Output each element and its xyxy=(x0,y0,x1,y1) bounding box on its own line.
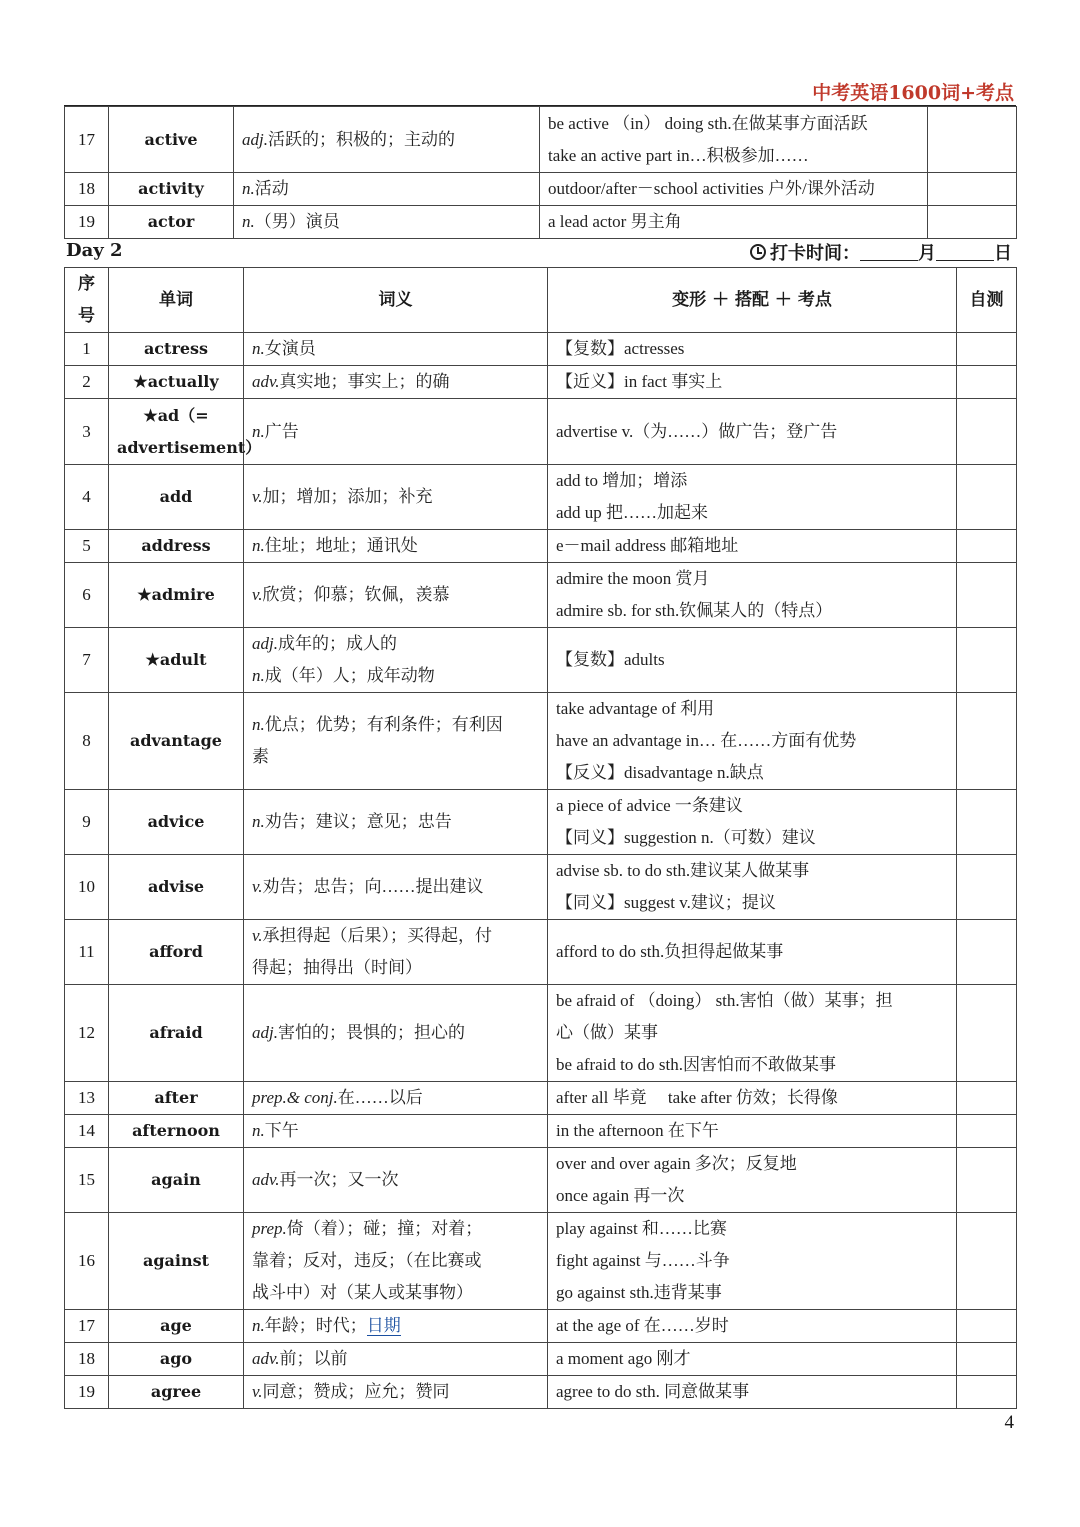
definition-line: adv.前；以前 xyxy=(252,1349,348,1368)
definition-line: v.加；增加；添加；补充 xyxy=(252,487,433,506)
usage-line: in the afternoon 在下午 xyxy=(556,1121,719,1140)
definition-line: n.住址；地址；通讯处 xyxy=(252,536,418,555)
row-definition xyxy=(244,1310,548,1343)
usage-line: be active （in） doing sth.在做某事方面活跃 xyxy=(548,113,868,133)
row-usage xyxy=(548,1148,957,1213)
row-number: 10 xyxy=(65,855,109,920)
definition-line: n.（男）演员 xyxy=(242,212,340,231)
row-usage xyxy=(548,985,957,1082)
row-number: 7 xyxy=(65,628,109,693)
vocabulary-table xyxy=(64,267,1017,1409)
usage-line: take advantage of 利用 xyxy=(556,699,715,718)
row-definition xyxy=(244,399,548,465)
row-number: 17 xyxy=(65,107,109,173)
row-number: 6 xyxy=(65,563,109,628)
self-test-cell[interactable] xyxy=(957,628,1017,693)
row-word: afford xyxy=(109,920,244,985)
definition-line: 战斗中）对（某人或某事物） xyxy=(252,1283,473,1302)
row-usage xyxy=(548,1343,957,1376)
page-number: 4 xyxy=(1004,1412,1014,1433)
row-number: 15 xyxy=(65,1148,109,1213)
usage-line: admire sb. for sth.钦佩某人的（特点） xyxy=(556,601,833,620)
self-test-cell[interactable] xyxy=(957,1376,1017,1409)
row-definition xyxy=(244,1376,548,1409)
row-usage xyxy=(540,107,928,173)
definition-line: 得起；抽得出（时间） xyxy=(252,958,422,977)
definition-line: adv.真实地；事实上；的确 xyxy=(252,372,450,391)
row-number: 2 xyxy=(65,366,109,399)
row-definition xyxy=(244,855,548,920)
row-number: 18 xyxy=(65,1343,109,1376)
table-row xyxy=(65,790,1017,855)
row-definition xyxy=(244,985,548,1082)
definition-line: 素 xyxy=(252,747,269,766)
definition-line: adj.害怕的；畏惧的；担心的 xyxy=(252,1023,465,1042)
day1-continuation-table xyxy=(64,106,1017,239)
row-number: 12 xyxy=(65,985,109,1082)
definition-line: v.同意；赞成；应允；赞同 xyxy=(252,1382,450,1401)
row-word: after xyxy=(109,1082,244,1115)
definition-line: v.欣赏；仰慕；钦佩，羡慕 xyxy=(252,585,450,604)
table-row xyxy=(65,628,1017,693)
header-def: 词义 xyxy=(244,268,548,333)
usage-line: agree to do sth. 同意做某事 xyxy=(556,1382,750,1401)
definition-line: v.承担得起（后果）；买得起，付 xyxy=(252,926,493,945)
row-word: age xyxy=(109,1310,244,1343)
usage-line: 【反义】disadvantage n.缺点 xyxy=(556,763,764,782)
usage-line: 【复数】actresses xyxy=(556,339,685,358)
row-usage xyxy=(548,563,957,628)
row-usage xyxy=(548,1310,957,1343)
row-definition xyxy=(234,206,540,239)
usage-line: a lead actor 男主角 xyxy=(548,212,682,231)
row-word: afraid xyxy=(109,985,244,1082)
definition-line: v.劝告；忠告；向……提出建议 xyxy=(252,877,484,896)
row-number: 9 xyxy=(65,790,109,855)
row-usage xyxy=(540,173,928,206)
day-label: Day 2 xyxy=(66,240,123,261)
row-word: afternoon xyxy=(109,1115,244,1148)
day-unit-label: 日 xyxy=(994,243,1012,264)
row-definition xyxy=(244,693,548,790)
row-word: active xyxy=(109,107,234,173)
self-test-cell[interactable] xyxy=(957,1213,1017,1310)
table-row xyxy=(65,465,1017,530)
self-test-cell[interactable] xyxy=(957,1310,1017,1343)
usage-line: advise sb. to do sth.建议某人做某事 xyxy=(556,861,810,880)
self-test-cell[interactable] xyxy=(957,1343,1017,1376)
row-word: agree xyxy=(109,1376,244,1409)
document-header-title: 中考英语1600词+考点 xyxy=(812,82,1014,104)
row-definition xyxy=(244,790,548,855)
table-row xyxy=(65,366,1017,399)
row-definition xyxy=(244,1213,548,1310)
table-row xyxy=(65,1376,1017,1409)
table-row xyxy=(65,530,1017,563)
row-number: 14 xyxy=(65,1115,109,1148)
table-row xyxy=(65,333,1017,366)
self-test-cell[interactable] xyxy=(957,1148,1017,1213)
usage-line: 心（做）某事 xyxy=(556,1023,658,1042)
usage-line: outdoor/after－school activities 户外/课外活动 xyxy=(548,179,875,198)
usage-line: a moment ago 刚才 xyxy=(556,1349,691,1368)
row-definition xyxy=(244,465,548,530)
definition-line: n.活动 xyxy=(242,179,289,198)
usage-line: 【近义】in fact 事实上 xyxy=(556,372,723,391)
row-usage xyxy=(548,530,957,563)
table-row xyxy=(65,855,1017,920)
row-definition xyxy=(244,1343,548,1376)
header-self-test: 自测 xyxy=(957,268,1017,333)
definition-line: prep.& conj.在……以后 xyxy=(252,1088,423,1107)
row-definition xyxy=(234,107,540,173)
row-number: 18 xyxy=(65,173,109,206)
self-test-cell[interactable] xyxy=(957,333,1017,366)
definition-line: prep.倚（着）；碰；撞；对着； xyxy=(252,1219,483,1238)
row-word: add xyxy=(109,465,244,530)
row-usage xyxy=(548,1213,957,1310)
month-blank[interactable] xyxy=(860,243,918,261)
self-test-cell[interactable] xyxy=(957,399,1017,465)
clock-icon xyxy=(750,244,766,260)
row-usage xyxy=(548,628,957,693)
definition-line: n.成（年）人；成年动物 xyxy=(252,666,435,685)
self-test-cell[interactable] xyxy=(957,1082,1017,1115)
row-word: ago xyxy=(109,1343,244,1376)
row-definition xyxy=(244,563,548,628)
table-header-row xyxy=(65,268,1017,333)
usage-line: be afraid of （doing） sth.害怕（做）某事；担 xyxy=(556,991,893,1010)
table-row xyxy=(65,1115,1017,1148)
checkin-label: 打卡时间： xyxy=(770,243,860,264)
table-row xyxy=(65,1148,1017,1213)
usage-line: a piece of advice 一条建议 xyxy=(556,796,743,815)
row-number: 16 xyxy=(65,1213,109,1310)
row-definition xyxy=(234,173,540,206)
row-word: ★admire xyxy=(109,563,244,628)
row-usage xyxy=(548,855,957,920)
definition-line: n.下午 xyxy=(252,1121,299,1140)
usage-line: 【同义】suggest v.建议；提议 xyxy=(556,893,776,912)
row-number: 5 xyxy=(65,530,109,563)
self-test-cell[interactable] xyxy=(957,693,1017,790)
header-usage: 变形 ＋ 搭配 ＋ 考点 xyxy=(548,268,957,333)
table-row xyxy=(65,173,1017,206)
table-row xyxy=(65,107,1017,173)
self-test-cell[interactable] xyxy=(957,855,1017,920)
row-number: 17 xyxy=(65,1310,109,1343)
table-row xyxy=(65,563,1017,628)
self-test-cell[interactable] xyxy=(957,465,1017,530)
definition-line: adj.活跃的；积极的；主动的 xyxy=(242,129,455,149)
row-definition xyxy=(244,530,548,563)
row-usage xyxy=(548,465,957,530)
row-number: 8 xyxy=(65,693,109,790)
usage-line: admire the moon 赏月 xyxy=(556,569,710,588)
usage-line: e－mail address 邮箱地址 xyxy=(556,536,739,555)
definition-line: n.优点；优势；有利条件；有利因 xyxy=(252,715,503,734)
usage-line: once again 再一次 xyxy=(556,1186,685,1205)
table-row xyxy=(65,206,1017,239)
row-definition xyxy=(244,1115,548,1148)
self-test-cell[interactable] xyxy=(928,173,1017,206)
definition-line: n.劝告；建议；意见；忠告 xyxy=(252,812,452,831)
row-usage xyxy=(548,333,957,366)
usage-line: be afraid to do sth.因害怕而不敢做某事 xyxy=(556,1055,836,1074)
definition-line: adj.成年的；成人的 xyxy=(252,634,397,653)
row-usage xyxy=(548,1376,957,1409)
table-row xyxy=(65,920,1017,985)
table-row xyxy=(65,985,1017,1082)
definition-line: n.女演员 xyxy=(252,339,316,358)
row-word: ★actually xyxy=(109,366,244,399)
usage-line: add to 增加；增添 xyxy=(556,471,688,490)
row-definition xyxy=(244,1148,548,1213)
definition-line: n.年龄；时代；日期 xyxy=(252,1316,401,1335)
usage-line: afford to do sth.负担得起做某事 xyxy=(556,942,784,961)
row-number: 4 xyxy=(65,465,109,530)
row-usage xyxy=(548,790,957,855)
row-definition xyxy=(244,333,548,366)
row-number: 19 xyxy=(65,1376,109,1409)
row-word: address xyxy=(109,530,244,563)
row-usage xyxy=(548,366,957,399)
header-word: 单词 xyxy=(109,268,244,333)
table-row xyxy=(65,693,1017,790)
row-word: again xyxy=(109,1148,244,1213)
table-row xyxy=(65,1310,1017,1343)
self-test-cell[interactable] xyxy=(957,920,1017,985)
row-word: actor xyxy=(109,206,234,239)
usage-line: fight against 与……斗争 xyxy=(556,1251,730,1270)
table-row xyxy=(65,1213,1017,1310)
row-word: advice xyxy=(109,790,244,855)
self-test-cell[interactable] xyxy=(957,563,1017,628)
usage-line: have an advantage in… 在……方面有优势 xyxy=(556,731,857,750)
row-definition xyxy=(244,920,548,985)
definition-line: adv.再一次；又一次 xyxy=(252,1170,399,1189)
row-number: 1 xyxy=(65,333,109,366)
row-word: actress xyxy=(109,333,244,366)
row-usage xyxy=(548,1082,957,1115)
usage-line: 【同义】suggestion n.（可数）建议 xyxy=(556,828,816,847)
self-test-cell[interactable] xyxy=(957,790,1017,855)
usage-line: go against sth.违背某事 xyxy=(556,1283,722,1302)
row-number: 3 xyxy=(65,399,109,465)
self-test-cell[interactable] xyxy=(928,206,1017,239)
row-usage xyxy=(548,693,957,790)
row-word: advise xyxy=(109,855,244,920)
row-word: ★adult xyxy=(109,628,244,693)
row-word: against xyxy=(109,1213,244,1310)
row-word: advantage xyxy=(109,693,244,790)
row-definition xyxy=(244,628,548,693)
usage-line: take an active part in…积极参加…… xyxy=(548,145,809,165)
month-label: 月 xyxy=(918,243,936,264)
row-usage xyxy=(548,399,957,465)
row-word: ★ad（= advertisement） xyxy=(109,399,244,465)
row-word: activity xyxy=(109,173,234,206)
day-blank[interactable] xyxy=(936,243,994,261)
row-number: 11 xyxy=(65,920,109,985)
row-number: 19 xyxy=(65,206,109,239)
usage-line: advertise v.（为……）做广告；登广告 xyxy=(556,421,838,441)
usage-line: play against 和……比赛 xyxy=(556,1219,727,1238)
table-row xyxy=(65,1343,1017,1376)
header-num: 序号 xyxy=(65,268,109,333)
self-test-cell[interactable] xyxy=(957,530,1017,563)
usage-line: 【复数】adults xyxy=(556,650,665,669)
row-usage xyxy=(548,920,957,985)
self-test-cell[interactable] xyxy=(957,985,1017,1082)
row-definition xyxy=(244,366,548,399)
usage-line: add up 把……加起来 xyxy=(556,503,709,522)
row-usage xyxy=(540,206,928,239)
usage-line: over and over again 多次；反复地 xyxy=(556,1154,797,1173)
row-definition xyxy=(244,1082,548,1115)
self-test-cell[interactable] xyxy=(928,107,1017,173)
self-test-cell[interactable] xyxy=(957,366,1017,399)
definition-line: 靠着；反对，违反；（在比赛或 xyxy=(252,1251,482,1270)
table-row xyxy=(65,399,1017,465)
day-bar xyxy=(64,237,1016,267)
usage-line: at the age of 在……岁时 xyxy=(556,1316,729,1335)
self-test-cell[interactable] xyxy=(957,1115,1017,1148)
row-number: 13 xyxy=(65,1082,109,1115)
row-usage xyxy=(548,1115,957,1148)
checkin-time xyxy=(750,239,1012,265)
definition-line: n.广告 xyxy=(252,421,299,441)
usage-line: after all 毕竟 take after 仿效；长得像 xyxy=(556,1088,838,1107)
table-row xyxy=(65,1082,1017,1115)
